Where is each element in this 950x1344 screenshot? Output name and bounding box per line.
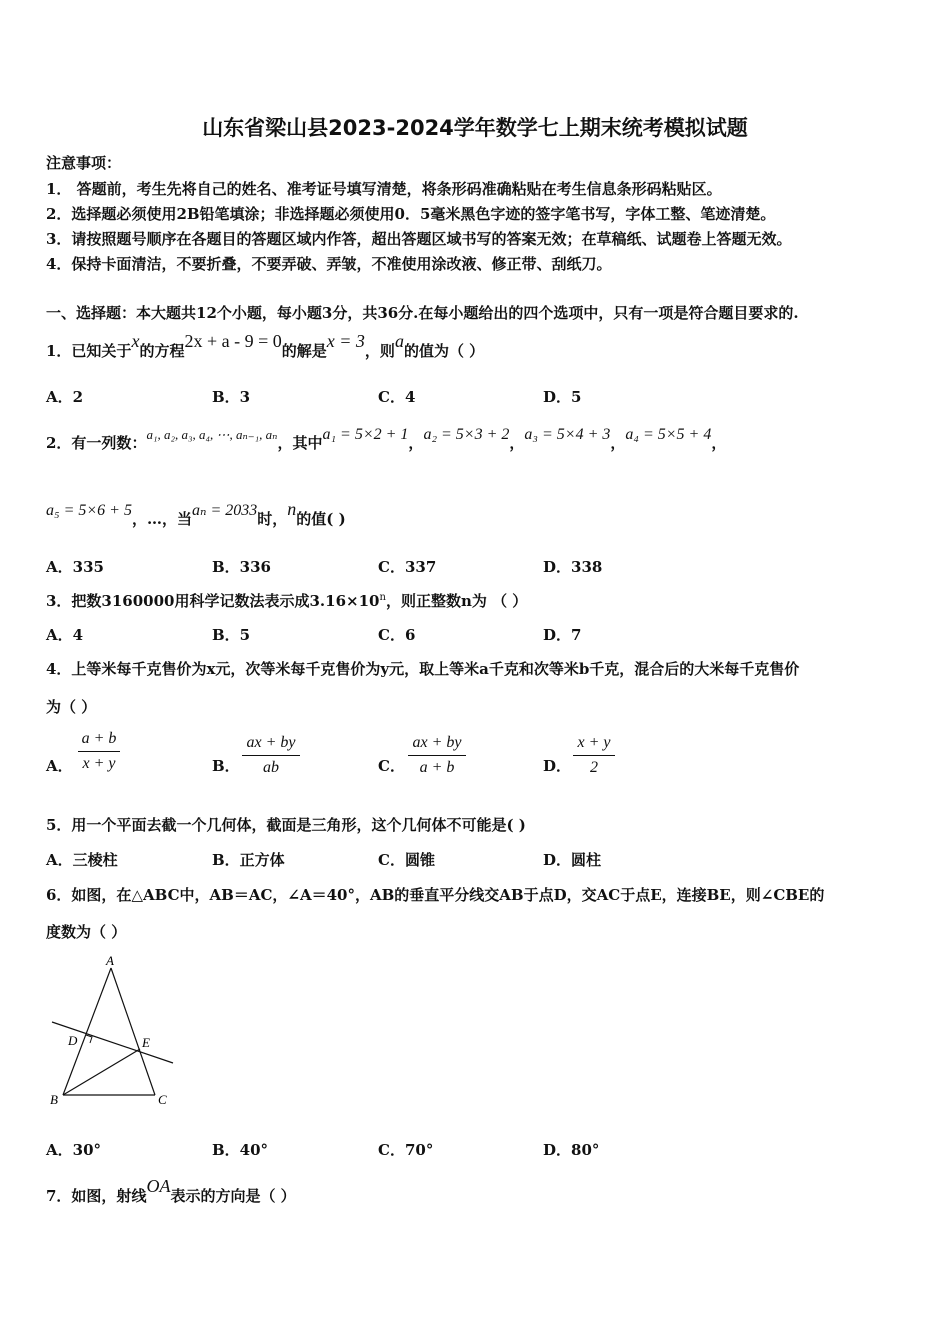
q3-option-d: D．7 <box>543 626 582 644</box>
q5-option-a: A．三棱柱 <box>46 851 118 869</box>
question-7: 7．如图，射线OA表示的方向是（ ） <box>46 1176 296 1205</box>
question-2-line-1: 2．有一列数：a₁, a₂, a₃, a₄, ⋯, aₙ₋₁, aₙ，其中a₁ = 5×2 + 1，a₂ = 5×3 + 2，a₃ = 5×4 + 3，a₄ = 5×5 + 4， <box>46 426 727 452</box>
label-a: A <box>106 953 114 968</box>
right-angle-mark <box>86 1035 92 1043</box>
q4-option-d-fraction: $\frac{x + y}{2}$ <box>573 734 615 777</box>
math-sequence: a₁, a₂, a₃, a₄, ⋯, aₙ₋₁, aₙ <box>146 427 278 442</box>
q1-option-d: D．5 <box>543 388 582 406</box>
question-3: 3．把数3160000用科学记数法表示成$3.16\times 10^n$，则正整数n为 （ ） <box>46 592 528 610</box>
q2-option-a: A．335 <box>46 558 104 576</box>
q4-option-b-label: B． <box>212 757 240 775</box>
q4-option-a-label: A． <box>46 757 73 775</box>
math-oa: OA <box>146 1176 171 1196</box>
label-d: D <box>68 1033 78 1048</box>
q1-option-b: B．3 <box>212 388 251 406</box>
label-e: E <box>142 1035 150 1050</box>
math-an: aₙ = 2033 <box>191 502 258 519</box>
notice-item-1: 1． 答题前，考生先将自己的姓名、准考证号填写清楚，将条形码准确粘贴在考生信息条形码粘贴区。 <box>46 180 722 198</box>
question-6-line-2: 度数为（ ） <box>46 923 127 941</box>
q3-option-c: C．6 <box>378 626 416 644</box>
question-2-line-2: a₅ = 5×6 + 5，…，当aₙ = 2033时，n的值( ) <box>46 499 346 528</box>
notice-item-3: 3．请按照题号顺序在各题目的答题区域内作答，超出答题区域书写的答案无效；在草稿纸、试题卷上答题无效。 <box>46 230 792 248</box>
q4-option-b-fraction: $\frac{ax + by}{ab}$ <box>242 734 300 777</box>
q4-option-c-label: C． <box>378 757 405 775</box>
q6-option-d: D．80° <box>543 1141 600 1159</box>
q6-option-c: C．70° <box>378 1141 434 1159</box>
q5-option-c: C．圆锥 <box>378 851 435 869</box>
math-x: x <box>131 331 140 351</box>
q2-option-d: D．338 <box>543 558 603 576</box>
side-ab <box>63 968 111 1095</box>
q5-option-d: D．圆柱 <box>543 851 602 869</box>
math-a4: a₄ = 5×5 + 4 <box>625 426 712 443</box>
q1-option-c: C．4 <box>378 388 416 406</box>
notice-heading: 注意事项： <box>46 154 122 172</box>
triangle-figure <box>40 948 190 1113</box>
question-4-line-2: 为（ ） <box>46 698 97 716</box>
q4-option-d-label: D． <box>543 757 572 775</box>
exponent-n: n <box>379 592 386 603</box>
q3-option-b: B．5 <box>212 626 251 644</box>
notice-item-2: 2．选择题必须使用2B铅笔填涂；非选择题必须使用0．5毫米黑色字迹的签字笔书写，字体工整、笔迹清楚。 <box>46 205 776 223</box>
question-6-line-1: 6．如图，在△ABC中，AB＝AC，∠A＝40°，AB的垂直平分线交AB于点D，交AC于点E，连接BE，则∠CBE的 <box>46 886 825 904</box>
math-a2: a₂ = 5×3 + 2 <box>423 426 510 443</box>
math-a1: a₁ = 5×2 + 1 <box>322 426 409 443</box>
q5-option-b: B．正方体 <box>212 851 285 869</box>
q4-option-c-fraction: $\frac{ax + by}{a + b}$ <box>408 734 466 777</box>
math-a5: a₅ = 5×6 + 5 <box>46 502 132 519</box>
math-equation: 2x + a - 9 = 0 <box>184 331 282 351</box>
question-4-line-1: 4．上等米每千克售价为x元，次等米每千克售价为y元，取上等米a千克和次等米b千克，混合后的大米每千克售价 <box>46 660 800 678</box>
q1-option-a: A．2 <box>46 388 84 406</box>
side-ac <box>111 968 155 1095</box>
label-c: C <box>158 1092 167 1107</box>
math-a3: a₃ = 5×4 + 3 <box>524 426 611 443</box>
math-a: a <box>394 331 404 351</box>
question-5: 5．用一个平面去截一个几何体，截面是三角形，这个几何体不可能是( ) <box>46 816 526 834</box>
q2-option-b: B．336 <box>212 558 271 576</box>
section-heading: 一、选择题：本大题共12个小题，每小题3分，共36分.在每小题给出的四个选项中，只有一项是符合题目要求的. <box>46 304 799 322</box>
q6-option-a: A．30° <box>46 1141 102 1159</box>
q4-option-a-fraction: $\frac{a + b}{x + y}$ <box>78 730 120 773</box>
q3-option-a: A．4 <box>46 626 84 644</box>
question-1: 1．已知关于x的方程2x + a - 9 = 0的解是x = 3，则a的值为（ ） <box>46 331 485 360</box>
label-b: B <box>50 1092 58 1107</box>
page-title: 山东省梁山县2023-2024学年数学七上期末统考模拟试题 <box>202 116 748 140</box>
q6-option-b: B．40° <box>212 1141 269 1159</box>
math-n: n <box>287 499 297 519</box>
notice-item-4: 4．保持卡面清洁，不要折叠，不要弄破、弄皱，不准使用涂改液、修正带、刮纸刀。 <box>46 255 612 273</box>
q2-option-c: C．337 <box>378 558 437 576</box>
segment-be <box>63 1049 140 1095</box>
math-solution: x = 3 <box>326 331 365 351</box>
